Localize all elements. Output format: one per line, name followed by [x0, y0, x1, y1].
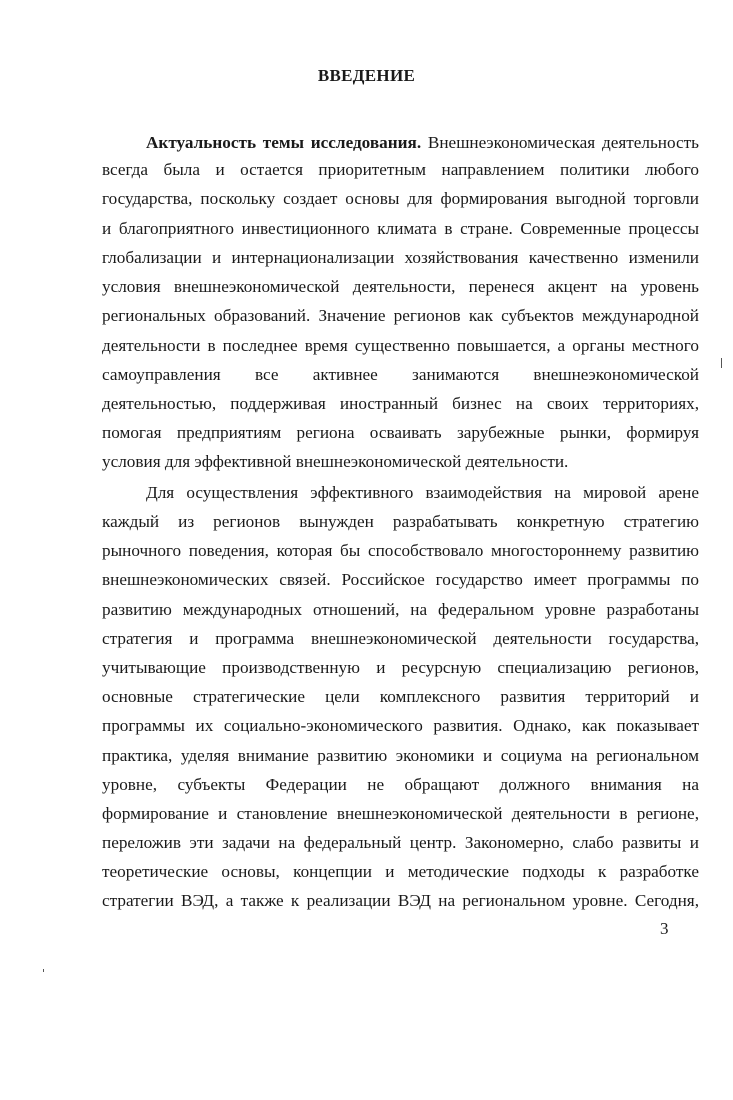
text-line: развитию международных отношений, на федеральном уровне разработаны [102, 600, 699, 619]
text-line: формирование и становление внешнеэкономической деятельности в регионе, [102, 804, 699, 823]
lead-phrase: Актуальность темы исследования. [146, 133, 422, 152]
text-line: помогая предприятиям региона осваивать зарубежные рынки, формируя [102, 423, 699, 442]
text-line: теоретические основы, концепции и методические подходы к разработке [102, 862, 699, 881]
page-title: ВВЕДЕНИЕ [317, 66, 416, 85]
text-line: учитывающие производственную и ресурсную специализацию регионов, [102, 658, 699, 677]
text-line: региональных образований. Значение регионов как субъектов международной [102, 306, 699, 325]
text-line: самоуправления все активнее занимаются внешнеэкономической [102, 365, 699, 384]
scan-mark [43, 969, 44, 972]
text-line: основные стратегические цели комплексного развития территорий и [102, 687, 699, 706]
text-line: условия внешнеэкономической деятельности, перенеся акцент на уровень [102, 277, 699, 296]
text-line: стратегия и программа внешнеэкономической деятельности государства, [102, 629, 699, 648]
text-line: деятельности в последнее время существенно повышается, а органы местного [102, 336, 699, 355]
text-line: государства, поскольку создает основы для формирования выгодной торговли [102, 189, 699, 208]
text-line: Для осуществления эффективного взаимодействия на мировой арене [146, 483, 699, 502]
text-line: рыночного поведения, которая бы способствовало многостороннему развитию [102, 541, 699, 560]
text-line: и благоприятного инвестиционного климата в стране. Современные процессы [102, 219, 699, 238]
page-number: 3 [660, 919, 669, 938]
text-line: стратегии ВЭД, а также к реализации ВЭД на региональном уровне. Сегодня, [102, 891, 699, 910]
scan-mark [721, 358, 722, 368]
text-line: практика, уделяя внимание развитию экономики и социума на региональном [102, 746, 699, 765]
text-line: программы их социально-экономического развития. Однако, как показывает [102, 716, 699, 735]
text-line: каждый из регионов вынужден разрабатывать конкретную стратегию [102, 512, 699, 531]
text-line: всегда была и остается приоритетным направлением политики любого [102, 160, 699, 179]
text-line: Актуальность темы исследования. Внешнеэкономическая деятельность [146, 133, 699, 152]
text-line: уровне, субъекты Федерации не обращают должного внимания на [102, 775, 699, 794]
text-line: деятельностью, поддерживая иностранный бизнес на своих территориях, [102, 394, 699, 413]
text-line: глобализации и интернационализации хозяйствования качественно изменили [102, 248, 699, 267]
text-line: внешнеэкономических связей. Российское государство имеет программы по [102, 570, 699, 589]
text-line: условия для эффективной внешнеэкономической деятельности. [102, 452, 569, 471]
text-line: переложив эти задачи на федеральный центр. Закономерно, слабо развиты и [102, 833, 699, 852]
